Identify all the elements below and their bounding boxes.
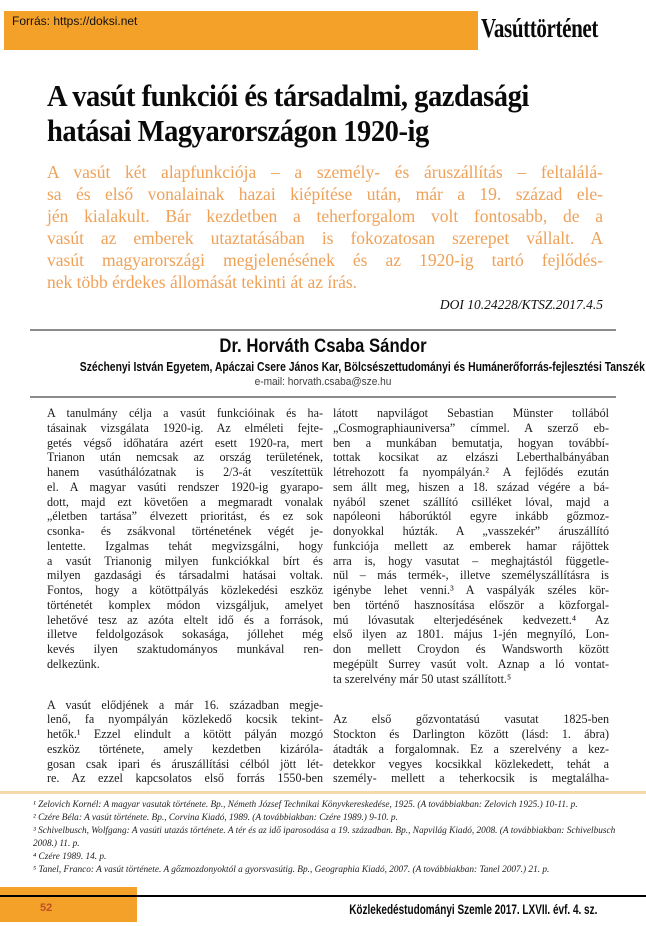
text-line: A vasút elődjének a már 16. században megje- bbox=[47, 697, 323, 712]
text-line: eszköz története, amely kezdetben kizáróla- bbox=[47, 741, 323, 756]
text-line: Fontos, hogy a kötöttpályás közlekedési eszköz bbox=[47, 583, 323, 597]
author-name: Dr. Horváth Csaba Sándor bbox=[219, 336, 427, 357]
paragraph bbox=[47, 698, 323, 787]
page-number-box bbox=[0, 887, 137, 922]
paragraph bbox=[47, 406, 323, 672]
masthead-section-title: Vasúttörténet bbox=[481, 13, 598, 43]
doi-text: DOI 10.24228/KTSZ.2017.4.5 bbox=[439, 297, 603, 312]
text-line: lehetővé tesz az azóta eltelt idő és a források, bbox=[47, 612, 323, 627]
author-block bbox=[30, 329, 645, 398]
text-line: getés végső időhatára azért esett 1920-ra, mert bbox=[47, 435, 323, 450]
text-line: re. Az ezzel kapcsolatos első forrás 1550-ben bbox=[47, 771, 323, 786]
text-line: átadták a forgalomnak. Ez a szerelvény a kez- bbox=[333, 741, 609, 756]
footnote: ² Czére Béla: A vasút története. Bp., Corvina Kiadó, 1989. (A továbbiakban: Czére 1989.) 9-10. p. bbox=[33, 813, 398, 824]
text-line: nül – más termék-, illetve személyszállításra is bbox=[333, 568, 609, 583]
text-line: Trianon után nemcsak az ország területének, bbox=[47, 450, 323, 465]
text-line: a vasút Trianonig milyen funkciókkal bírt és bbox=[47, 553, 323, 568]
right-column bbox=[333, 406, 609, 786]
text-line: detekkor vegyes kocsikkal közlekedett, tehát a bbox=[333, 756, 609, 771]
text-line: ben a munkában bemutatja, hogyan továbbí- bbox=[333, 435, 609, 450]
text-line: „életben tartása” élvezett prioritást, és ez sok bbox=[47, 509, 323, 524]
text-line: első ilyen az 1801. május 1-jén megnyíló, Lon- bbox=[333, 627, 609, 642]
source-banner-text: Forrás: https://doksi.net bbox=[12, 14, 138, 28]
text-line: Stockton és Darlington között (lásd: 1. ábra) bbox=[333, 727, 609, 741]
text-line: létrehozott fa nyompályán.² A fejlődés ezután bbox=[333, 465, 609, 479]
article-lead-paragraph bbox=[47, 161, 603, 293]
text-line: hatásai Magyarországon 1920-ig bbox=[47, 113, 429, 148]
text-line: A vasút funkciói és társadalmi, gazdasági bbox=[47, 78, 529, 113]
text-line: mú lóvasutak elterjedésének kedvezett.⁴ Az bbox=[333, 612, 609, 627]
text-line: lentette. Izgalmas tehát megvizsgálni, hogy bbox=[47, 538, 323, 553]
text-line: A tanulmány célja a vasút funkcióinak és ha- bbox=[47, 406, 323, 420]
text-line: dott, majd ezt követően a megmaradt vonalak bbox=[47, 494, 323, 509]
page-number: 52 bbox=[40, 902, 53, 914]
text-line: hanem vasúthálózatnak is 2/3-át veszítettük bbox=[47, 465, 323, 479]
text-line: A vasút két alapfunkciója – a személy- és áruszállítás – feltalálá- bbox=[47, 162, 603, 182]
paragraph bbox=[333, 406, 609, 686]
footnote: ⁵ Tanel, Franco: A vasút története. A gőzmozdonyoktól a gyorsvasútig. Bp., Geographia Kiadó, 2007. (A továbbiakban: Tanel 2007.) 21. p. bbox=[33, 865, 550, 876]
text-line: ta szerelvény már 50 utast szállított.⁵ bbox=[333, 671, 512, 686]
article-title bbox=[47, 78, 599, 148]
text-line: ben történő hasznosítása először a közforgal- bbox=[333, 597, 609, 612]
footer-rule bbox=[0, 895, 646, 897]
text-line: jén kialakult. Bár kezdetben a teherforgalom volt fontosabb, de a bbox=[47, 206, 603, 226]
text-line: vasút az emberek utaztatásában is fokozatosan szerepet vállalt. A bbox=[47, 228, 603, 248]
footnotes bbox=[33, 799, 617, 878]
text-line: gosan csak ipari és áruszállítási célból jött lét- bbox=[47, 756, 323, 771]
paragraph bbox=[333, 712, 609, 786]
text-line: nek több érdekes állomását tekinti át az írás. bbox=[47, 272, 358, 292]
text-line: funkciója mellett az emberek hamar rájöttek bbox=[333, 538, 609, 553]
text-line: történetét komplex módon vizsgáljuk, amelyet bbox=[47, 597, 323, 612]
text-line: napóleoni háborúktól egyre inkább gőzmoz- bbox=[333, 509, 609, 524]
text-line: megépült Surrey vasút volt. Aznap a ló vontat- bbox=[333, 656, 609, 671]
text-line: sem állt meg, hiszen a 18. század végére a bá- bbox=[333, 479, 609, 494]
source-banner bbox=[4, 11, 478, 50]
text-line: don mellett Croydon és Wandsworth között bbox=[333, 642, 609, 656]
text-line: „Cosmographiauniversa” címmel. A szerző eb- bbox=[333, 420, 609, 435]
text-line: Az első gőzvontatású vasutat 1825-ben bbox=[333, 712, 609, 727]
text-line: látott napvilágot Sebastian Münster tollából bbox=[333, 406, 609, 420]
author-email: e-mail: horvath.csaba@sze.hu bbox=[254, 376, 392, 388]
text-line: illetve feldolgozások sokasága, jóllehet még bbox=[47, 627, 323, 642]
text-line: személy- mellett a teherkocsik is megtalálha- bbox=[333, 771, 609, 786]
text-line: igénybe lehet venni.³ A vaspályák széles kör- bbox=[333, 583, 609, 597]
text-line: arra is, hogy vasutat – meghajtástól függetle- bbox=[333, 553, 609, 568]
text-line: csonka- és zsákvonal történetének végét je- bbox=[47, 524, 323, 538]
text-line: vasút magyarországi megjelenésének és az 1920-ig tartó fejlődés- bbox=[47, 250, 603, 270]
author-affiliation: Széchenyi István Egyetem, Apáczai Csere János Kar, Bölcsészettudományi és Humánerőforrás-fejlesztési Tanszék bbox=[79, 360, 645, 374]
footnote: ¹ Zelovich Kornél: A magyar vasutak története. Bp., Németh József Technikai Könyvkereskedése, 1925. (A továbbiakban: Zelovich 1925.) 10-11. p. bbox=[33, 800, 578, 810]
text-line: nyából szenet szállító csilléket lóval, majd a bbox=[333, 494, 609, 509]
text-line: hetők.¹ Ezzel elindult a kötött pályán mozgó bbox=[47, 727, 323, 741]
text-line: kevés ilyen szaktudományos munkával ren- bbox=[47, 642, 323, 656]
text-line: tásainak vizsgálata 1920-ig. Az elméleti fejte- bbox=[47, 420, 323, 435]
text-line: delkezünk. bbox=[47, 656, 100, 671]
journal-footer-title: Közlekedéstudományi Szemle 2017. LXVII. évf. 4. sz. bbox=[348, 902, 597, 917]
text-line: tottak kocsikat az elzászi Leberthalbányában bbox=[333, 450, 609, 465]
body-columns bbox=[47, 406, 609, 786]
footnote-separator-rule bbox=[0, 791, 646, 794]
left-column bbox=[47, 406, 323, 786]
text-line: lenő, fa nyompályán közlekedő kocsik tekint- bbox=[47, 712, 323, 727]
footnote: ³ Schivelbusch, Wolfgang: A vasúti utazás története. A tér és az idő iparosodása a 19. században. Bp., Napvilág Kiadó, 2008. (A továbbiakban: Schivelbusch 2008.) 11. p. bbox=[33, 826, 616, 850]
footnote: ⁴ Czére 1989. 14. p. bbox=[33, 852, 107, 863]
text-line: donyokkal húzták. A „vasszekér” áruszállító bbox=[333, 524, 609, 538]
text-line: el. A magyar vasúti rendszer 1920-ig gyarapo- bbox=[47, 479, 323, 494]
text-line: milyen gazdasági és társadalmi hatásai voltak. bbox=[47, 568, 323, 583]
text-line: sa és első vonalainak hazai kiépítése után, már a 19. század ele- bbox=[47, 184, 603, 204]
